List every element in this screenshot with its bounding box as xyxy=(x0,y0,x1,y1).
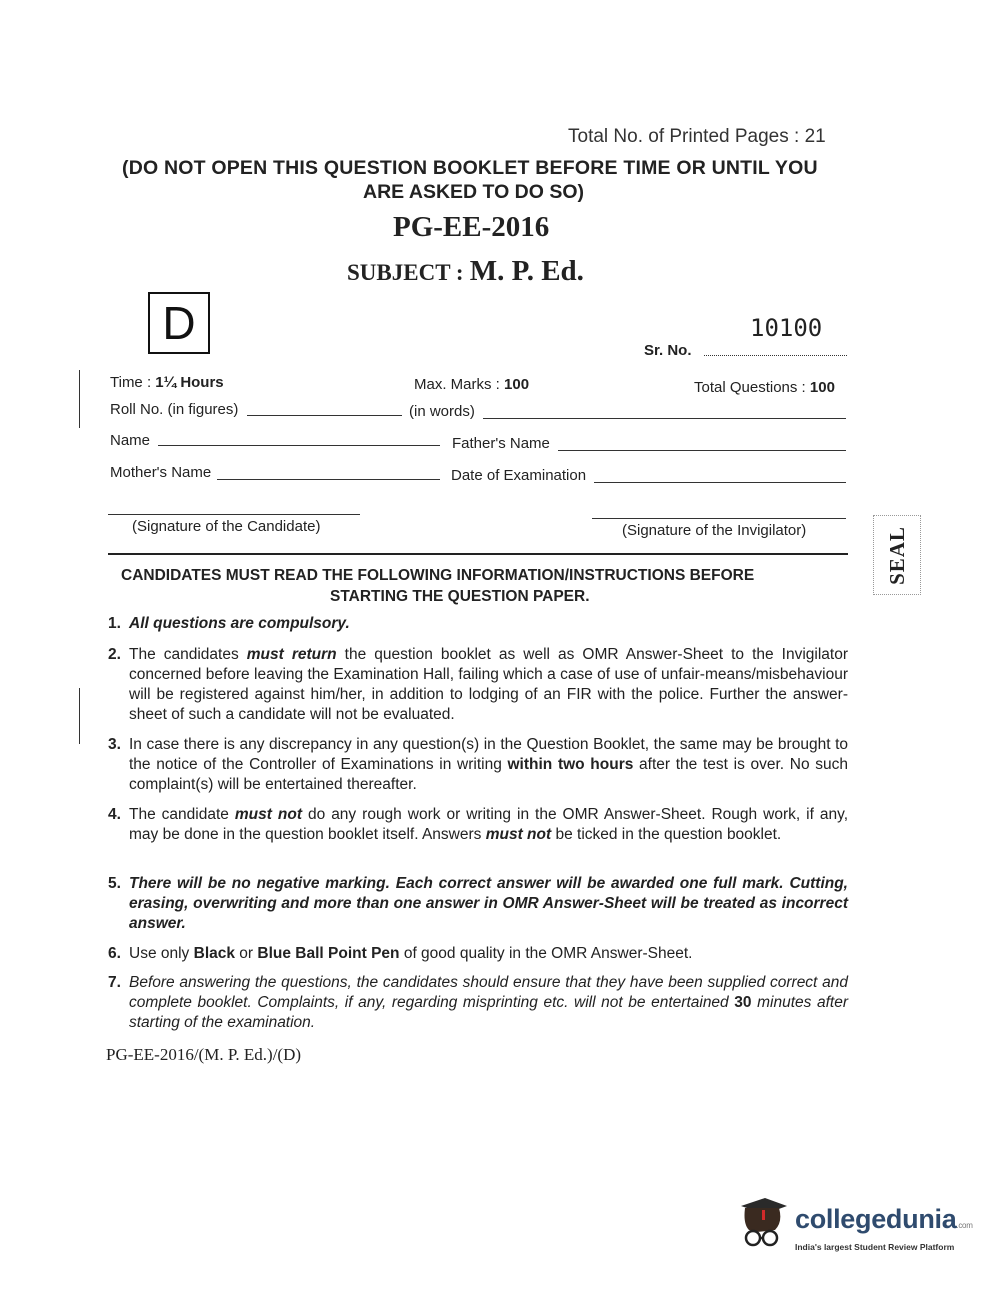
time-value: 1¼ Hours xyxy=(155,374,224,391)
max-marks-info xyxy=(414,376,529,393)
roll-figures-label: Roll No. (in figures) xyxy=(110,401,239,418)
seal-text: SEAL xyxy=(884,525,909,585)
exam-date-label: Date of Examination xyxy=(451,467,587,484)
max-marks-label: Max. Marks : xyxy=(414,376,500,393)
father-name-field[interactable] xyxy=(558,450,846,451)
instruction-item-6: 6. Use only Black or Blue Ball Point Pen of good quality in the OMR Answer-Sheet. xyxy=(108,945,693,962)
seal-box xyxy=(873,515,921,595)
collegedunia-logo xyxy=(735,1196,973,1266)
serial-label: Sr. No. xyxy=(644,342,692,359)
brand-tagline: India's largest Student Review Platform xyxy=(795,1242,955,1252)
invigilator-signature-field[interactable] xyxy=(592,518,846,519)
warning-line-2: ARE ASKED TO DO SO) xyxy=(363,181,585,203)
mother-name-field[interactable] xyxy=(217,479,440,480)
subject-value: M. P. Ed. xyxy=(469,255,584,287)
warning-line-1: (DO NOT OPEN THIS QUESTION BOOKLET BEFORE TIME OR UNTIL YOU xyxy=(122,157,818,179)
total-pages: Total No. of Printed Pages : 21 xyxy=(568,126,826,147)
serial-number: 10100 xyxy=(750,314,823,342)
roll-figures-field[interactable] xyxy=(247,415,402,416)
footer-code: PG-EE-2016/(M. P. Ed.)/(D) xyxy=(106,1045,302,1064)
serial-dotline xyxy=(704,355,847,356)
instruction-item-3: 3. In case there is any discrepancy in any question(s) in the Question Booklet, the same may be brought to the notice of the Controller of Examinations in writing within two hours after the test is over. No such complaint(s) will be entertained thereafter. xyxy=(108,736,849,793)
margin-mark-1 xyxy=(79,370,80,428)
instructions-heading-1: CANDIDATES MUST READ THE FOLLOWING INFORMATION/INSTRUCTIONS BEFORE xyxy=(121,567,755,584)
series-letter: D xyxy=(162,297,196,349)
subject-label: SUBJECT : xyxy=(347,260,464,285)
total-questions-info xyxy=(694,379,835,396)
instruction-item-2: 2. The candidates must return the question booklet as well as OMR Answer-Sheet to the Invigilator concerned before leaving the Examination Hall, failing which a case of use of unfair-means/misbehaviour will be registered against him/her, in addition to lodging of an FIR with the police. Further the answer-sheet of such a candidate will not be evaluated. xyxy=(108,646,849,723)
mascot-icon xyxy=(735,1196,791,1256)
candidate-signature-label: (Signature of the Candidate) xyxy=(132,518,321,535)
invigilator-signature-label: (Signature of the Invigilator) xyxy=(622,522,807,539)
series-box xyxy=(148,292,210,354)
exam-title: PG-EE-2016 xyxy=(393,211,550,243)
instruction-item-4: 4. The candidate must not do any rough work or writing in the OMR Answer-Sheet. Rough work, if any, may be done in the question booklet itself. Answers must not be ticked in the question booklet. xyxy=(108,806,849,843)
total-questions-label: Total Questions : xyxy=(694,379,806,396)
father-name-label: Father's Name xyxy=(452,435,550,452)
roll-words-label: (in words) xyxy=(409,403,475,420)
instruction-item-1: 1. All questions are compulsory. xyxy=(108,615,350,632)
name-label: Name xyxy=(110,432,151,449)
subject-line xyxy=(347,255,584,288)
mother-name-label: Mother's Name xyxy=(110,464,212,481)
name-field[interactable] xyxy=(158,445,440,446)
total-questions-value: 100 xyxy=(809,379,835,396)
max-marks-value: 100 xyxy=(504,376,530,393)
brand-suffix: .com xyxy=(956,1221,973,1230)
roll-words-field[interactable] xyxy=(483,418,846,419)
section-divider xyxy=(108,553,848,555)
margin-mark-2 xyxy=(79,688,80,744)
instruction-item-7: 7. Before answering the questions, the candidates should ensure that they have been supplied correct and complete booklet. Complaints, if any, regarding misprinting etc. will not be entertained 30 minutes after starting of the examination. xyxy=(108,974,848,1031)
candidate-signature-field[interactable] xyxy=(108,514,360,515)
instruction-item-5: 5. There will be no negative marking. Each correct answer will be awarded one full mark. Cutting, erasing, overwriting and more than one answer in OMR Answer-Sheet will be treated as incorrect answer. xyxy=(108,875,848,932)
exam-date-field[interactable] xyxy=(594,482,846,483)
brand-name: collegedunia.com xyxy=(795,1204,973,1234)
time-label: Time : xyxy=(110,374,152,391)
instructions-heading-2: STARTING THE QUESTION PAPER. xyxy=(330,588,590,605)
time-info xyxy=(110,374,224,391)
